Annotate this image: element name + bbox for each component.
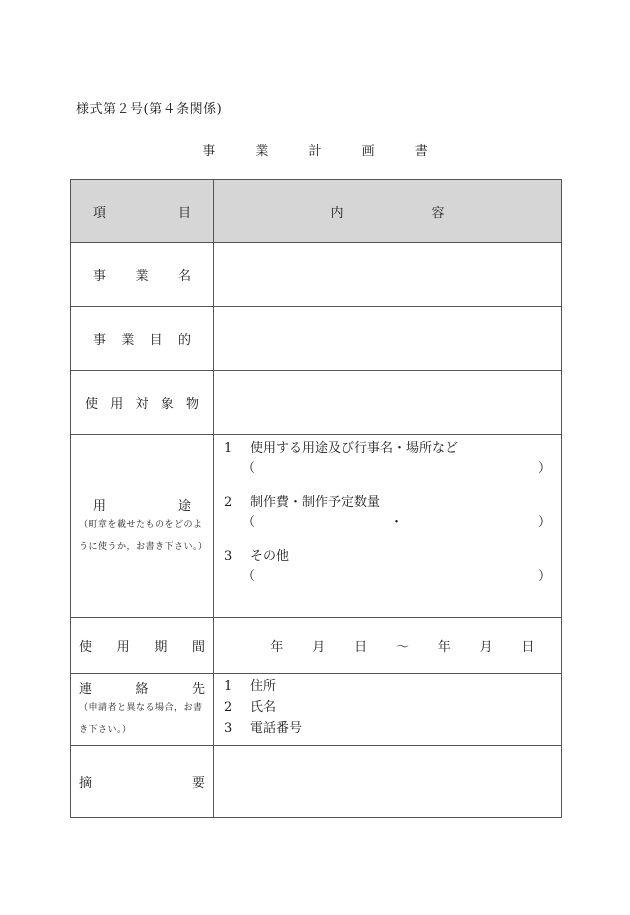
label-char: 物 [185, 397, 199, 412]
day-label: 日 [521, 640, 535, 655]
header-content-char: 容 [431, 205, 445, 221]
usage-content [214, 435, 562, 618]
item-number: 1 [224, 679, 233, 694]
row-business-name [71, 243, 562, 307]
row-usage [71, 435, 562, 618]
open-paren: （ [242, 461, 256, 476]
label-contact [71, 674, 214, 746]
range-tilde: ～ [395, 640, 409, 655]
label-char: 事 [93, 333, 107, 348]
label-char: 要 [191, 776, 205, 791]
row-remarks [71, 746, 562, 818]
label-char: 期 [154, 640, 168, 655]
label-char: 用 [116, 640, 130, 655]
cost-quantity-input-line[interactable] [224, 513, 551, 533]
header-item-char: 目 [177, 205, 191, 221]
business-plan-table [70, 179, 562, 818]
year-label: 年 [270, 640, 284, 655]
label-business-purpose [71, 307, 214, 371]
usage-item [224, 493, 551, 533]
item-text: 氏名 [250, 700, 277, 715]
label-char: 事 [93, 269, 107, 284]
contact-name[interactable] [224, 697, 551, 718]
item-text: 電話番号 [250, 721, 303, 736]
close-paren: ） [537, 569, 551, 584]
item-text: 使用する用途及び行事名・場所など [250, 441, 459, 456]
label-usage-period [71, 618, 214, 674]
label-char: 摘 [79, 776, 93, 791]
label-char: 用 [110, 397, 124, 412]
label-char: 間 [191, 640, 205, 655]
day-label: 日 [354, 640, 368, 655]
usage-item [224, 439, 551, 479]
label-char: 先 [191, 682, 205, 697]
table-header-row [71, 180, 562, 243]
label-usage [71, 435, 214, 618]
usage-item [224, 547, 551, 587]
target-object-field[interactable] [214, 371, 562, 435]
contact-address[interactable] [224, 676, 551, 697]
label-char: 使 [79, 640, 93, 655]
label-business-name [71, 243, 214, 307]
year-label: 年 [437, 640, 451, 655]
label-char: 象 [160, 397, 174, 412]
row-business-purpose [71, 307, 562, 371]
row-usage-period [71, 618, 562, 674]
item-text: 住所 [250, 679, 277, 694]
contact-content [214, 674, 562, 746]
header-item-char: 項 [93, 205, 107, 221]
item-number: 3 [224, 549, 233, 564]
form-number: 様式第２号(第４条関係) [76, 102, 223, 117]
label-remarks [71, 746, 214, 818]
header-content-cell [214, 180, 562, 243]
business-purpose-field[interactable] [214, 307, 562, 371]
separator-dot: ・ [389, 515, 403, 530]
label-char: 名 [177, 269, 191, 284]
business-name-field[interactable] [214, 243, 562, 307]
label-char: 業 [121, 333, 135, 348]
open-paren: （ [242, 569, 256, 584]
label-char: 業 [135, 269, 149, 284]
label-char: 絡 [135, 682, 149, 697]
item-number: 3 [224, 721, 233, 736]
usage-period-field[interactable] [214, 618, 562, 674]
header-item-cell [71, 180, 214, 243]
item-number: 1 [224, 441, 233, 456]
label-char: 使 [85, 397, 99, 412]
document-title: 事 業 計 画 書 [202, 144, 446, 159]
label-char: 連 [79, 682, 93, 697]
header-content-char: 内 [330, 205, 344, 221]
item-number: 2 [224, 700, 233, 715]
label-target-object [71, 371, 214, 435]
close-paren: ） [537, 515, 551, 530]
usage-note: （町章を載せたものをどのように使うか，お書き下さい。） [79, 519, 208, 552]
contact-phone[interactable] [224, 718, 551, 739]
close-paren: ） [537, 461, 551, 476]
label-char: 途 [177, 498, 191, 514]
label-char: 用 [93, 498, 107, 514]
other-input-line[interactable] [224, 567, 551, 587]
label-char: 対 [135, 397, 149, 412]
item-text: その他 [250, 549, 290, 564]
month-label: 月 [312, 640, 326, 655]
row-contact [71, 674, 562, 746]
month-label: 月 [479, 640, 493, 655]
label-char: 的 [177, 333, 191, 348]
label-char: 目 [149, 333, 163, 348]
item-text: 制作費・制作予定数量 [250, 495, 381, 510]
contact-note: （申請者と異なる場合，お書き下さい。） [79, 703, 203, 735]
row-target-object [71, 371, 562, 435]
usage-input-line[interactable] [224, 459, 551, 479]
item-number: 2 [224, 495, 233, 510]
open-paren: （ [242, 515, 256, 530]
remarks-field[interactable] [214, 746, 562, 818]
